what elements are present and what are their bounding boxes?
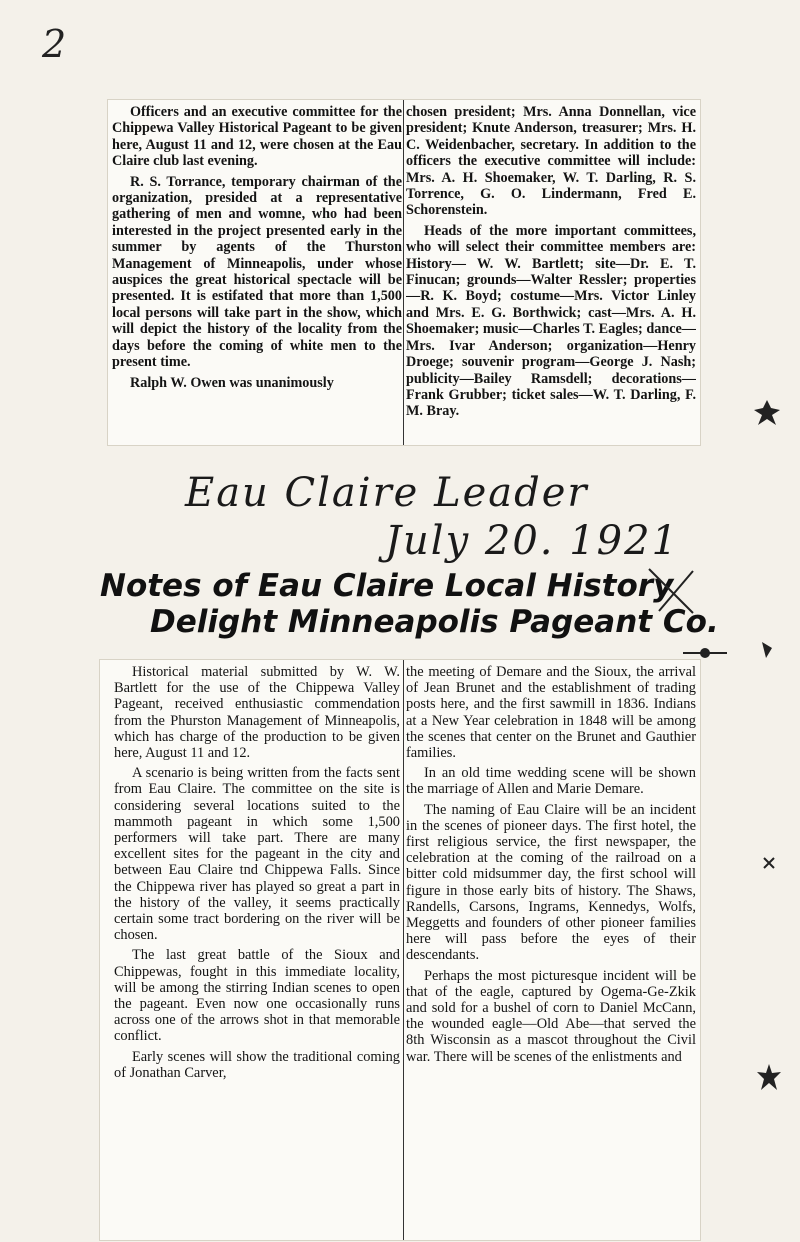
ink-mark-icon <box>760 640 774 660</box>
handwritten-date: July 20. 1921 <box>385 518 680 564</box>
paragraph: In an old time wedding scene will be shown the marriage of Allen and Marie Demare. <box>406 765 696 798</box>
column-divider <box>403 100 404 445</box>
paragraph: Heads of the more important committees, who will select their committee members are: History— W. W. Bartlett; site—Dr. E. T. Finucan; grounds—Walter Ressler; properties—R. K. Boyd; costume—Mrs. Victor Linley and Mrs. E. G. Borthwick; cast—Mrs. A. H. Shoemaker; music—Charles T. Eagles; dance—Mrs. Ivar Anderson; organization—Henry Droege; souvenir program—George J. Nash; publicity—Bailey Ramsdell; decorations—Frank Grubber; ticket sales—W. T. Darling, F. M. Bray. <box>406 222 696 420</box>
paragraph: Early scenes will show the traditional coming of Jonathan Carver, <box>114 1048 400 1081</box>
paragraph: the meeting of Demare and the Sioux, the arrival of Jean Brunet and the establishment of trading posts here, and the first sawmill in 1836. Indians at a New Year celebration in 1848 will be among the scenes that center on the Brunet and Gauthier families. <box>406 664 696 762</box>
paragraph: The naming of Eau Claire will be an incident in the scenes of pioneer days. The first hotel, the first religious service, the first newspaper, the celebration at the coming of the railroad on a bitter cold midsummer day, the first school will figure in those early bits of history. The Shaws, Randells, Carsons, Ingrams, Kennedys, Wolfs, Meggetts and founders of other pioneer families here will pass before the eyes of their descendants. <box>406 801 696 964</box>
top-clipping <box>108 100 700 445</box>
pencil-strike-mark <box>645 565 697 617</box>
ink-mark-icon <box>762 856 776 870</box>
top-clipping-column-1 <box>112 104 402 442</box>
bottom-clipping-column-1 <box>114 664 400 1239</box>
paragraph: Historical material submitted by W. W. Bartlett for the use of the Chippewa Valley Pageant, received enthusiastic commendation from the Phurston Management of Minneapolis, which has charge of the production to be given here, August 11 and 12. <box>114 664 400 762</box>
handwritten-source: Eau Claire Leader <box>185 470 589 516</box>
page-number: 2 <box>42 22 67 66</box>
headline-line-2: Delight Minneapolis Pageant Co. <box>150 604 719 640</box>
paragraph: Perhaps the most picturesque incident will be that of the eagle, captured by Ogema-Ge-Zkik and sold for a bushel of corn to Daniel McCann, the wounded eagle—Old Abe—that served the 8th Wisconsin as a mascot throughout the Civil war. There will be scenes of the enlistments and <box>406 967 696 1065</box>
paragraph: The last great battle of the Sioux and Chippewas, fought in this immediate locality, will be among the stirring Indian scenes to open the pageant. Even now one occasionally runs across one of the arrows shot in that memorable conflict. <box>114 947 400 1045</box>
paragraph: Ralph W. Owen was unanimously <box>130 374 334 391</box>
divider-mark <box>683 646 727 660</box>
paragraph: R. S. Torrance, temporary chairman of the organization, presided at a representative gathering of men and womne, who had been interested in the project presented early in the summer by agents of the Thurston Management of Minneapolis, under whose auspices the great historical spectacle will be presented. It is estifated that more than 1,500 local persons will take part in the show, which will depict the history of the locality from the days before the coming of white men to the present time. <box>112 173 402 371</box>
ink-blot-icon <box>752 398 782 428</box>
ink-blot-icon <box>755 1062 783 1092</box>
paragraph: chosen president; Mrs. Anna Donnellan, vice president; Knute Anderson, treasurer; Mrs. H. C. Weidenbacher, secretary. In addition to the officers the executive committee will include: Mrs. A. H. Shoemaker, W. T. Darling, R. S. Torrence, G. O. Lindermann, Fred E. Schorenstein. <box>406 104 696 219</box>
paragraph: Officers and an executive committee for the Chippewa Valley Historical Pageant to be given here, August 11 and 12, were chosen at the Eau Claire club last evening. <box>112 104 402 170</box>
headline-line-1: Notes of Eau Claire Local History <box>100 568 674 604</box>
bottom-clipping-column-2 <box>406 664 696 1239</box>
column-divider <box>403 660 404 1240</box>
top-clipping-column-2 <box>406 104 696 442</box>
bottom-clipping <box>100 660 700 1240</box>
paragraph: A scenario is being written from the facts sent from Eau Claire. The committee on the site is considering several locations suited to the mammoth pageant in which some 1,500 performers will take part. There are many excellent sites for the pageant in the city and between Eau Claire tnd Chippewa Falls. Since the Chippewa river has played so great a part in the history of the valley, it seems practically certain some tract bordering on the river will be chosen. <box>114 765 400 944</box>
